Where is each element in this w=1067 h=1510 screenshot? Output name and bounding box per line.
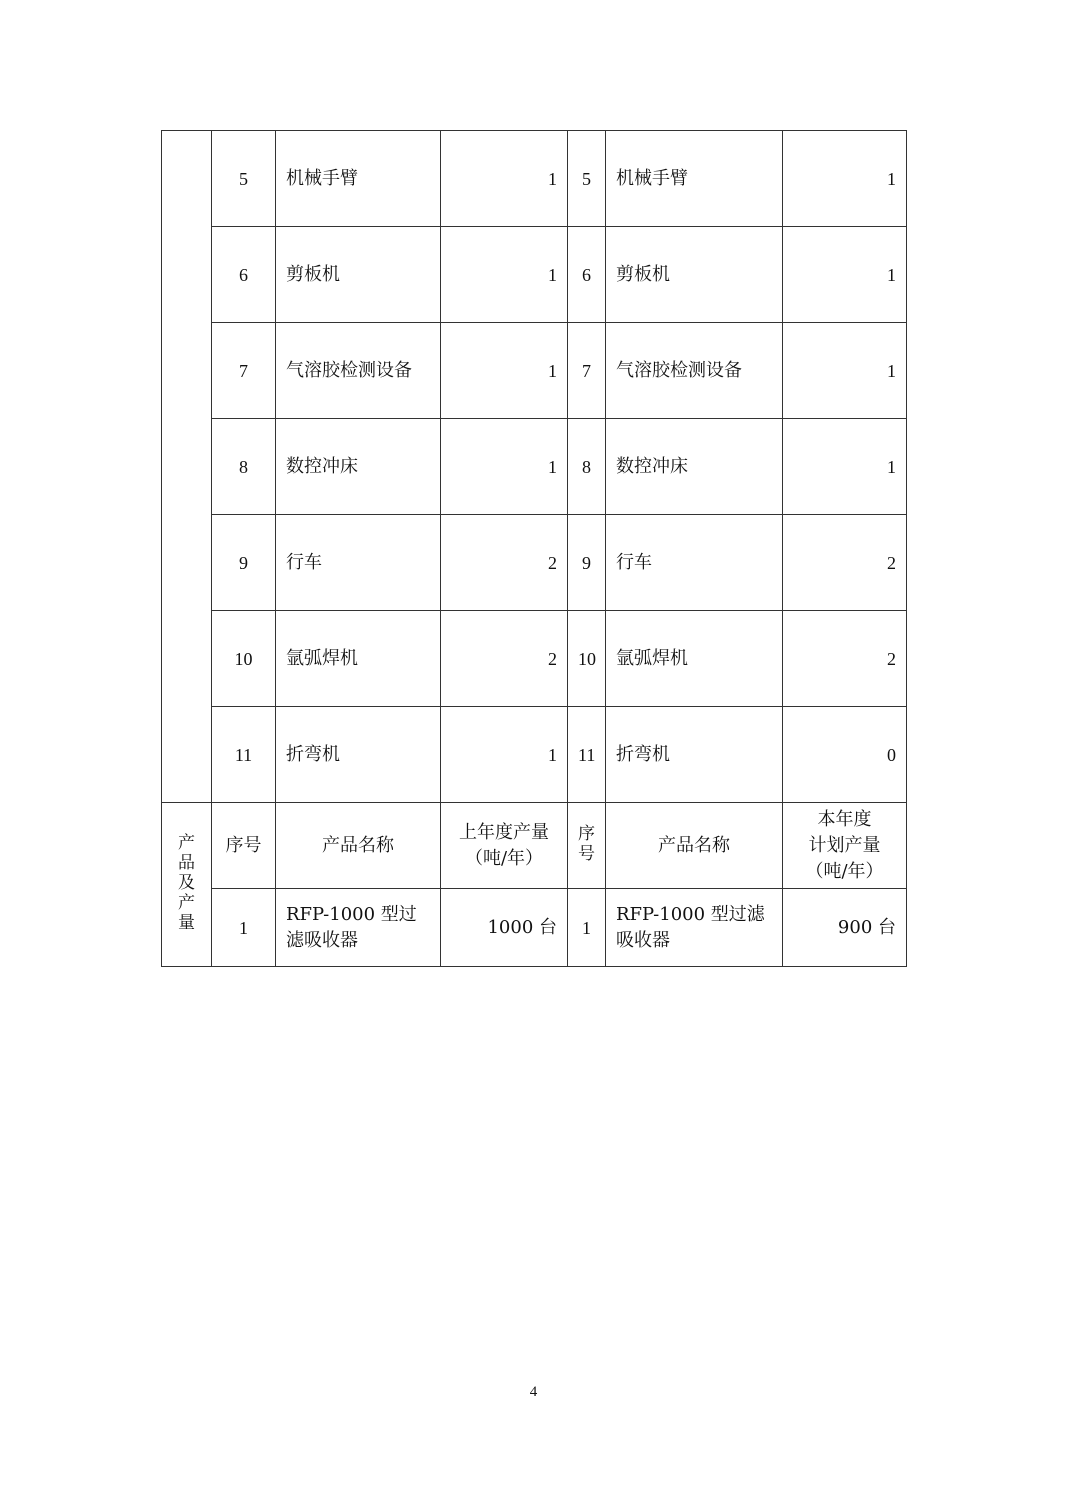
curr-seq-header: [568, 803, 606, 889]
curr-output-cell: 900 台: [783, 889, 907, 967]
prev-equipment-name-cell: 氩弧焊机: [276, 611, 441, 707]
curr-equipment-name-cell: 机械手臂: [606, 131, 783, 227]
curr-seq-header-text: 序号: [578, 824, 595, 864]
prev-quantity-cell: 2: [441, 611, 568, 707]
prev-quantity-cell: 1: [441, 707, 568, 803]
curr-seq-cell: 9: [568, 515, 606, 611]
curr-seq-cell: 10: [568, 611, 606, 707]
prev-seq-cell: 11: [212, 707, 276, 803]
prev-equipment-name-cell: 气溶胶检测设备: [276, 323, 441, 419]
curr-seq-cell: 11: [568, 707, 606, 803]
prev-product-seq-cell: 1: [212, 889, 276, 967]
products-section-label-cell: [162, 803, 212, 967]
curr-output-header: [783, 803, 907, 889]
prev-product-name-header: 产品名称: [276, 803, 441, 889]
prev-equipment-name-cell: 数控冲床: [276, 419, 441, 515]
curr-output-header-unit: （吨/年）: [805, 860, 884, 882]
curr-equipment-name-cell: 气溶胶检测设备: [606, 323, 783, 419]
curr-output-header-line: 计划产量: [808, 834, 881, 856]
prev-output-cell: 1000 台: [441, 889, 568, 967]
curr-equipment-name-cell: 数控冲床: [606, 419, 783, 515]
prev-seq-header: 序号: [212, 803, 276, 889]
curr-output-header-line: 本年度: [817, 808, 872, 830]
table-row: [162, 515, 907, 611]
curr-equipment-name-cell: 行车: [606, 515, 783, 611]
prev-output-header: [441, 803, 568, 889]
curr-product-name-cell: RFP-1000 型过滤吸收器: [606, 889, 783, 967]
prev-quantity-cell: 2: [441, 515, 568, 611]
curr-product-name-header: 产品名称: [606, 803, 783, 889]
products-header-row: [162, 803, 907, 889]
prev-product-name-cell: RFP-1000 型过滤吸收器: [276, 889, 441, 967]
prev-seq-cell: 5: [212, 131, 276, 227]
prev-quantity-cell: 1: [441, 323, 568, 419]
curr-seq-cell: 5: [568, 131, 606, 227]
table-row: [162, 419, 907, 515]
prev-quantity-cell: 1: [441, 131, 568, 227]
table-row: [162, 707, 907, 803]
table-row: [162, 611, 907, 707]
prev-seq-cell: 10: [212, 611, 276, 707]
prev-seq-cell: 9: [212, 515, 276, 611]
page-number: 4: [529, 1384, 538, 1400]
curr-seq-cell: 8: [568, 419, 606, 515]
prev-equipment-name-cell: 剪板机: [276, 227, 441, 323]
curr-product-seq-cell: 1: [568, 889, 606, 967]
prev-equipment-name-cell: 行车: [276, 515, 441, 611]
curr-seq-cell: 6: [568, 227, 606, 323]
prev-output-header-line: 上年度产量: [459, 821, 549, 843]
prev-seq-cell: 7: [212, 323, 276, 419]
prev-equipment-name-cell: 折弯机: [276, 707, 441, 803]
curr-quantity-cell: 0: [783, 707, 907, 803]
prev-quantity-cell: 1: [441, 227, 568, 323]
table-row: [162, 323, 907, 419]
curr-equipment-name-cell: 剪板机: [606, 227, 783, 323]
curr-quantity-cell: 1: [783, 323, 907, 419]
equipment-section-label-cell: [162, 131, 212, 803]
equipment-products-table: [161, 130, 907, 967]
prev-seq-cell: 6: [212, 227, 276, 323]
products-section-label: 产品及产量: [178, 833, 195, 933]
curr-quantity-cell: 1: [783, 131, 907, 227]
curr-equipment-name-cell: 折弯机: [606, 707, 783, 803]
prev-equipment-name-cell: 机械手臂: [276, 131, 441, 227]
curr-quantity-cell: 2: [783, 611, 907, 707]
table-row: [162, 889, 907, 967]
curr-quantity-cell: 2: [783, 515, 907, 611]
prev-quantity-cell: 1: [441, 419, 568, 515]
curr-equipment-name-cell: 氩弧焊机: [606, 611, 783, 707]
curr-quantity-cell: 1: [783, 419, 907, 515]
curr-quantity-cell: 1: [783, 227, 907, 323]
curr-seq-cell: 7: [568, 323, 606, 419]
prev-seq-cell: 8: [212, 419, 276, 515]
table-row: [162, 227, 907, 323]
prev-output-header-unit: （吨/年）: [464, 847, 544, 869]
table-row: [162, 131, 907, 227]
